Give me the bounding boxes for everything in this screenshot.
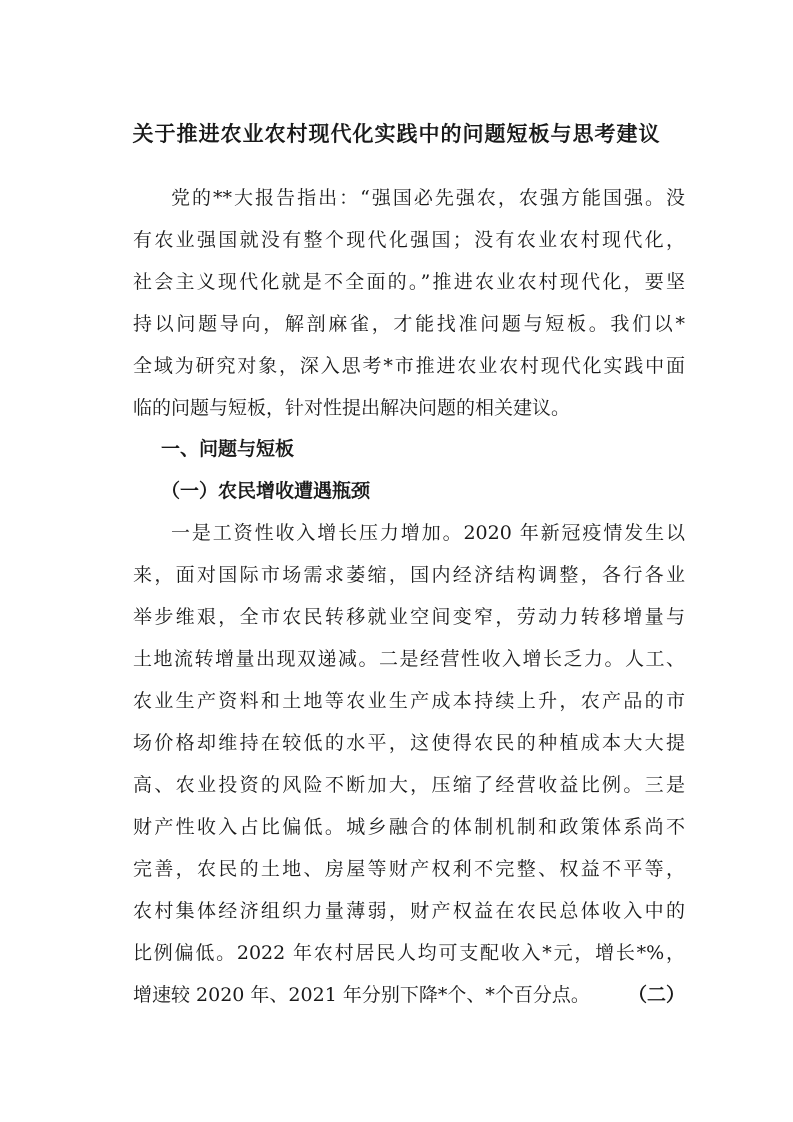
paragraph-line: 完善，农民的土地、房屋等财产权利不完整、权益不平等， [133, 858, 685, 880]
document-title: 关于推进农业农村现代化实践中的问题短板与思考建议 [132, 121, 661, 146]
intro-line: 党的**大报告指出：“强国必先强农，农强方能国强。没 [171, 187, 685, 209]
intro-line: 社会主义现代化就是不全面的。”推进农业农村现代化，要坚 [133, 271, 685, 293]
section-heading: 一、问题与短板 [161, 438, 295, 460]
paragraph-line: 土地流转增量出现双递减。二是经营性收入增长乏力。人工、 [133, 648, 685, 670]
paragraph-line: 举步维艰，全市农民转移就业空间变窄，劳动力转移增量与 [133, 606, 685, 628]
paragraph-line: 比例偏低。2022 年农村居民人均可支配收入*元，增长*%， [133, 942, 685, 964]
intro-line: 持以问题导向，解剖麻雀，才能找准问题与短板。我们以* [133, 313, 685, 335]
subsection-heading: （一）农民增收遭遇瓶颈 [161, 480, 371, 502]
paragraph-line: 农业生产资料和土地等农业生产成本持续上升，农产品的市 [133, 690, 685, 712]
intro-line: 临的问题与短板，针对性提出解决问题的相关建议。 [133, 397, 571, 419]
next-subsection-heading-fragment: （二） [627, 984, 685, 1006]
paragraph-line: 一是工资性收入增长压力增加。2020 年新冠疫情发生以 [171, 522, 685, 544]
paragraph-last-line [133, 980, 685, 1010]
paragraph-line: 来，面对国际市场需求萎缩，国内经济结构调整，各行各业 [133, 564, 685, 586]
intro-line: 有农业强国就没有整个现代化强国；没有农业农村现代化， [133, 229, 685, 251]
paragraph-line: 农村集体经济组织力量薄弱，财产权益在农民总体收入中的 [133, 900, 685, 922]
paragraph-line: 增速较 2020 年、2021 年分别下降*个、*个百分点。 [133, 984, 590, 1006]
intro-line: 全域为研究对象，深入思考*市推进农业农村现代化实践中面 [133, 355, 685, 377]
paragraph-line: 场价格却维持在较低的水平，这使得农民的种植成本大大提 [133, 732, 685, 754]
paragraph-line: 财产性收入占比偏低。城乡融合的体制机制和政策体系尚不 [133, 816, 685, 838]
paragraph-line: 高、农业投资的风险不断加大，压缩了经营收益比例。三是 [133, 774, 685, 796]
